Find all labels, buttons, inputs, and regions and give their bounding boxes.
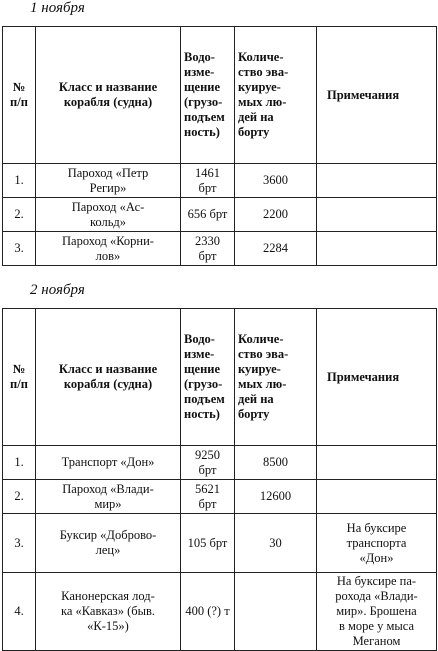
table-row	[3, 198, 437, 232]
evacuation-table	[2, 308, 437, 651]
cell-note	[317, 232, 437, 266]
cell-number: 2.	[3, 480, 36, 514]
cell-note	[317, 480, 437, 514]
cell-tonnage: 5621 брт	[181, 480, 235, 514]
cell-ship: Канонерская лод- ка «Кавказ» (быв. «К-15»)	[36, 573, 181, 651]
cell-tonnage: 656 брт	[181, 198, 235, 232]
table-header-row	[3, 27, 437, 164]
cell-note: На буксире транспорта «Дон»	[317, 514, 437, 573]
cell-number: 3.	[3, 514, 36, 573]
cell-note	[317, 198, 437, 232]
evacuation-table	[2, 26, 437, 266]
cell-number: 1.	[3, 446, 36, 480]
header-number: № п/п	[3, 27, 36, 164]
cell-people: 2200	[235, 198, 317, 232]
cell-people	[235, 573, 317, 651]
table-row	[3, 232, 437, 266]
header-tonnage: Водо- изме- щение (грузо- подъем ность)	[181, 309, 235, 446]
header-people: Количе- ство эва- куируе- мых лю- дей на борту	[235, 309, 317, 446]
cell-number: 4.	[3, 573, 36, 651]
section-date: 2 ноября	[30, 282, 85, 298]
cell-number: 1.	[3, 164, 36, 198]
cell-ship: Пароход «Ас- кольд»	[36, 198, 181, 232]
table-header-row	[3, 309, 437, 446]
cell-people: 3600	[235, 164, 317, 198]
table-row	[3, 446, 437, 480]
cell-ship: Пароход «Корни- лов»	[36, 232, 181, 266]
cell-note	[317, 164, 437, 198]
table-row	[3, 573, 437, 651]
section-date: 1 ноября	[30, 0, 85, 16]
cell-tonnage: 2330 брт	[181, 232, 235, 266]
cell-number: 3.	[3, 232, 36, 266]
table-row	[3, 514, 437, 573]
cell-tonnage: 1461 брт	[181, 164, 235, 198]
header-people: Количе- ство эва- куируе- мых лю- дей на борту	[235, 27, 317, 164]
cell-ship: Буксир «Доброво- лец»	[36, 514, 181, 573]
cell-tonnage: 9250 брт	[181, 446, 235, 480]
cell-note	[317, 446, 437, 480]
header-number: № п/п	[3, 309, 36, 446]
cell-people: 2284	[235, 232, 317, 266]
cell-people: 8500	[235, 446, 317, 480]
cell-ship: Пароход «Петр Регир»	[36, 164, 181, 198]
cell-ship: Транспорт «Дон»	[36, 446, 181, 480]
cell-number: 2.	[3, 198, 36, 232]
table-row	[3, 480, 437, 514]
header-notes: Примечания	[317, 309, 437, 446]
cell-people: 30	[235, 514, 317, 573]
cell-tonnage: 105 брт	[181, 514, 235, 573]
header-notes: Примечания	[317, 27, 437, 164]
header-ship: Класс и название корабля (судна)	[36, 27, 181, 164]
header-ship: Класс и название корабля (судна)	[36, 309, 181, 446]
table-row	[3, 164, 437, 198]
cell-ship: Пароход «Влади- мир»	[36, 480, 181, 514]
cell-tonnage: 400 (?) т	[181, 573, 235, 651]
cell-note: На буксире па- рохода «Влади- мир». Брошена в море у мыса Меганом	[317, 573, 437, 651]
header-tonnage: Водо- изме- щение (грузо- подъем ность)	[181, 27, 235, 164]
cell-people: 12600	[235, 480, 317, 514]
